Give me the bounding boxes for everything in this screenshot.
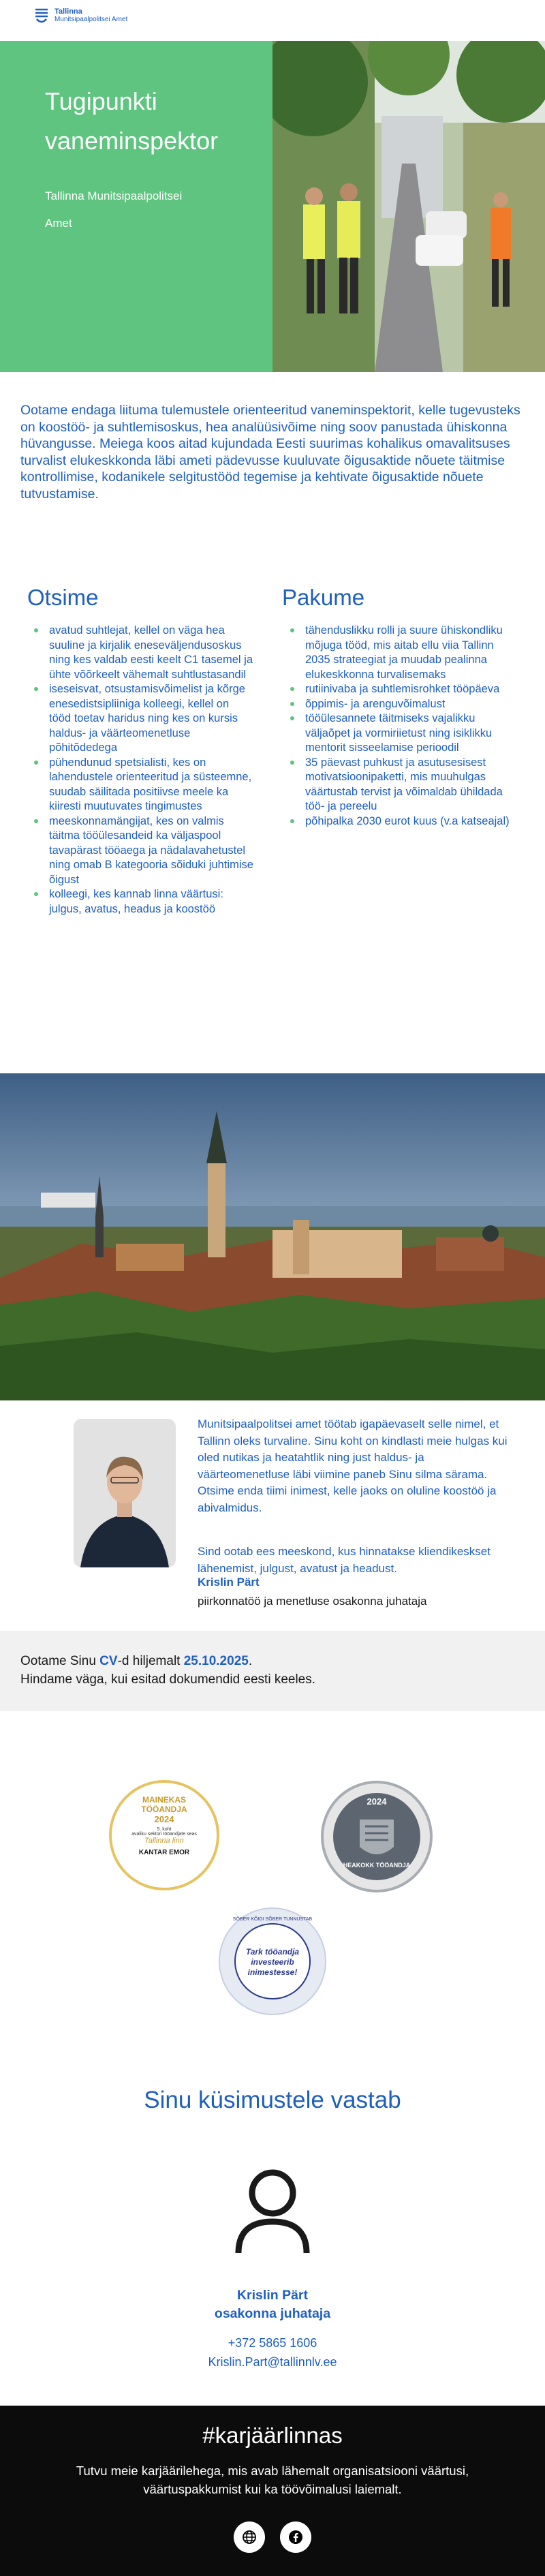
svg-text:2024: 2024 xyxy=(367,1796,387,1807)
contact-email[interactable]: Krislin.Part@tallinnlv.ee xyxy=(208,2355,337,2369)
pakume-heading: Pakume xyxy=(282,585,365,610)
heakokk-tooandja-badge xyxy=(320,1780,433,1893)
contact-name-block xyxy=(0,2286,545,2323)
facebook-icon xyxy=(288,2530,303,2545)
quote-text: Munitsipaalpolitsei amet töötab igapäevaselt selle nimel, et Tallinn oleks turvaline. Sinu koht on kindlasti meie hulgas kui oled nutikas ja heatahtlik ning just haldus- ja väärteomenetluse läbi viimine paneb Sinu silma särama. Otsime enda tiimi inimest, kelle jaoks on oluline koostöö ja abivalmidus. xyxy=(198,1417,508,1514)
list-item: tööülesannete täitmiseks vajalikku väljaõpet ja vormiriietust ning isiklikku mentorit sisseelamise perioodil xyxy=(285,711,510,756)
svg-text:SÕBER KÕIGI SÕBER TUNNUSTAB: SÕBER KÕIGI SÕBER TUNNUSTAB xyxy=(232,1917,313,1922)
job-title: Tugipunkti vaneminspektor xyxy=(45,87,219,155)
person-icon xyxy=(232,2166,313,2256)
tallinn-logo[interactable] xyxy=(34,7,127,25)
otsime-heading: Otsime xyxy=(27,585,99,610)
svg-text:Tark tööandja: Tark tööandja xyxy=(245,1947,300,1957)
tark-tooandja-badge xyxy=(218,1907,327,2016)
quote-author-name: Krislin Pärt xyxy=(198,1576,260,1589)
svg-text:inimestesse!: inimestesse! xyxy=(247,1967,298,1977)
logo-line2: Munitsipaalpolitsei Amet xyxy=(54,16,128,23)
tallinn-old-town-photo xyxy=(0,1073,545,1400)
svg-text:HEAKOKK TÖÖANDJA: HEAKOKK TÖÖANDJA xyxy=(343,1862,411,1869)
website-link[interactable] xyxy=(234,2521,265,2553)
hero-photo xyxy=(272,41,545,372)
list-item: põhipalka 2030 eurot kuus (v.a katseajal) xyxy=(285,814,510,829)
intro-text: Ootame endaga liituma tulemustele orienteeritud vaneminspektorit, kelle tugevusteks on koostöö- ja suhtlemisoskus, hea analüüsivõime ning soov panustada ühiskonna hüvangusse. Meiega koos aitad kujundada Eesti suurimas kohalikus omavalitsuses turvalist elukeskkonda läbi ameti pädevusse kuuluvate õigusaktide nõuete täitmise kontrollimise, kodanikele selgitustööd tegemise ja kehtivate õigusaktide nõuete tutvustamise. xyxy=(20,403,520,502)
employer-name: Tallinna Munitsipaalpolitsei Amet xyxy=(45,189,183,230)
deadline-text: Ootame Sinu CV-d hiljemalt 25.10.2025. Hindame väga, kui esitad dokumendid eesti keeles. xyxy=(20,1654,316,1687)
globe-icon xyxy=(242,2530,257,2545)
tallinn-crest-icon xyxy=(34,7,49,25)
otsime-list xyxy=(29,624,253,917)
cv-link[interactable]: CV xyxy=(99,1654,118,1668)
list-item: meeskonnamängijat, kes on valmis täitma tööülesandeid ka väljaspool tavapärast tööaega ja nädalavahetustel ning omab B kategooria sõiduki juhtimise õigust xyxy=(29,814,253,888)
mainekas-tooandja-badge: MAINEKAS TÖÖANDJA 2024 5. koht avaliku sektori tööandjate seas Tallinna linn KANTAR EMOR xyxy=(109,1780,219,1890)
list-item: avatud suhtlejat, kellel on väga hea suuline ja kirjalik eneseväljendusoskus ning kes valdab eesti keelt C1 tasemel ja ühte võõrkeelt vähemalt suhtlustasandil xyxy=(29,624,253,682)
footer-social-links xyxy=(0,2521,545,2553)
list-item: pühendunud spetsialisti, kes on lahendustele orienteeritud ja süsteemne, suudab säilitada positiivse meele ka kiiresti muutuvates tingimustes xyxy=(29,756,253,814)
facebook-link[interactable] xyxy=(280,2521,311,2553)
contact-name: Krislin Pärt xyxy=(236,2288,309,2303)
deadline-date: 25.10.2025 xyxy=(183,1654,249,1668)
list-item: kolleegi, kes kannab linna väärtusi: julgus, avatus, headus ja koostöö xyxy=(29,887,253,917)
quote-text-second: Sind ootab ees meeskond, kus hinnatakse kliendikeskset lähenemist, julgust, avatust ja headust. xyxy=(198,1545,490,1575)
list-item: tähenduslikku rolli ja suure ühiskondliku mõjuga tööd, mis aitab ellu viia Tallinn 2035 strateegiat ja muudab pealinna elukeskkonna turvalisemaks xyxy=(285,624,510,682)
contact-phone[interactable]: +372 5865 1606 xyxy=(228,2336,317,2350)
list-item: 35 päevast puhkust ja asutusesisest motivatsioonipaketti, mis muuhulgas väärtustab tervist ja võimaldab ühildada töö- ja pereelu xyxy=(285,756,510,814)
logo-line1: Tallinna xyxy=(54,7,82,16)
manager-portrait xyxy=(74,1419,176,1567)
contact-role: osakonna juhataja xyxy=(214,2306,331,2321)
footer-hashtag: #karjäärlinnas xyxy=(202,2423,343,2448)
pakume-list xyxy=(285,624,510,829)
svg-text:investeerib: investeerib xyxy=(251,1957,294,1967)
list-item: rutiinivaba ja suhtlemisrohket tööpäeva xyxy=(285,682,510,697)
contact-heading: Sinu küsimustele vastab xyxy=(144,2087,401,2113)
quote-author-role: piirkonnatöö ja menetluse osakonna juhataja xyxy=(198,1595,427,1608)
list-item: iseseisvat, otsustamisvõimelist ja kõrge enesedistsipliiniga kolleegi, kellel on tööd toetav haridus ning kes on kursis haldus- ja väärteomenetluse põhitõdedega xyxy=(29,682,253,756)
list-item: õppimis- ja arenguvõimalust xyxy=(285,697,510,712)
footer-text: Tutvu meie karjäärilehega, mis avab lähemalt organisatsiooni väärtusi, väärtuspakkumist kui ka töövõimalusi laiemalt. xyxy=(76,2464,469,2496)
language-note: Hindame väga, kui esitad dokumendid eesti keeles. xyxy=(20,1672,316,1687)
